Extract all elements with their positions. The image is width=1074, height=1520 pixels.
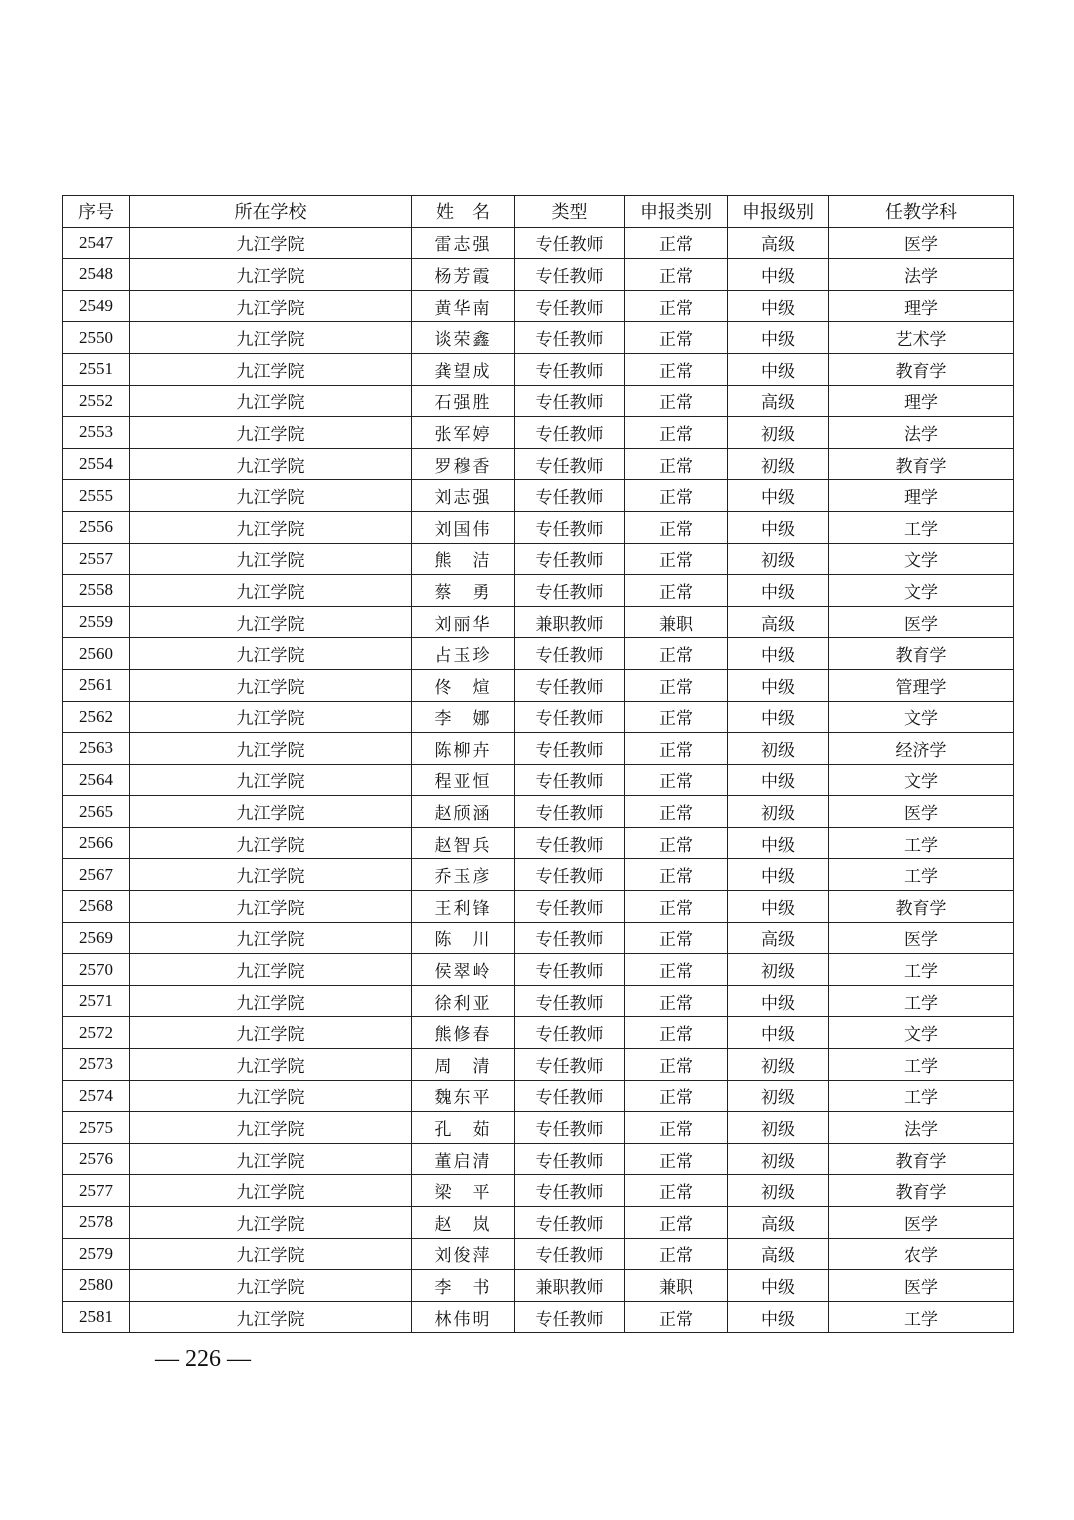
category-cell: 正常 — [625, 638, 728, 670]
name-cell: 刘丽华 — [412, 606, 515, 638]
name-cell: 熊 洁 — [412, 543, 515, 575]
table-row — [63, 638, 1014, 670]
school-cell: 九江学院 — [130, 985, 412, 1017]
table-row — [63, 448, 1014, 480]
table-row — [63, 1175, 1014, 1207]
serial-number-cell: 2564 — [63, 764, 130, 796]
name-cell: 林伟明 — [412, 1301, 515, 1333]
serial-number-cell: 2573 — [63, 1049, 130, 1081]
roster-body — [63, 227, 1014, 1333]
name-cell: 杨芳霞 — [412, 259, 515, 291]
serial-number-cell: 2577 — [63, 1175, 130, 1207]
serial-number-cell: 2570 — [63, 954, 130, 986]
table-row — [63, 1270, 1014, 1302]
type-cell: 专任教师 — [515, 543, 625, 575]
level-cell: 中级 — [728, 480, 829, 512]
subject-cell: 医学 — [829, 606, 1014, 638]
school-cell: 九江学院 — [130, 669, 412, 701]
table-row — [63, 922, 1014, 954]
name-cell: 龚望成 — [412, 353, 515, 385]
subject-cell: 工学 — [829, 511, 1014, 543]
subject-cell: 工学 — [829, 985, 1014, 1017]
serial-number-cell: 2558 — [63, 575, 130, 607]
school-cell: 九江学院 — [130, 1112, 412, 1144]
name-cell: 赵智兵 — [412, 827, 515, 859]
level-cell: 初级 — [728, 733, 829, 765]
type-cell: 专任教师 — [515, 227, 625, 259]
serial-number-cell: 2550 — [63, 322, 130, 354]
category-cell: 正常 — [625, 353, 728, 385]
header-school: 所在学校 — [130, 196, 412, 228]
subject-cell: 理学 — [829, 290, 1014, 322]
school-cell: 九江学院 — [130, 1175, 412, 1207]
subject-cell: 农学 — [829, 1238, 1014, 1270]
subject-cell: 文学 — [829, 543, 1014, 575]
serial-number-cell: 2563 — [63, 733, 130, 765]
type-cell: 兼职教师 — [515, 606, 625, 638]
name-cell: 陈 川 — [412, 922, 515, 954]
subject-cell: 医学 — [829, 1270, 1014, 1302]
table-row — [63, 606, 1014, 638]
table-row — [63, 1080, 1014, 1112]
table-row — [63, 701, 1014, 733]
serial-number-cell: 2549 — [63, 290, 130, 322]
name-cell: 王利锋 — [412, 891, 515, 923]
category-cell: 正常 — [625, 290, 728, 322]
name-cell: 熊修春 — [412, 1017, 515, 1049]
serial-number-cell: 2554 — [63, 448, 130, 480]
serial-number-cell: 2551 — [63, 353, 130, 385]
school-cell: 九江学院 — [130, 511, 412, 543]
school-cell: 九江学院 — [130, 922, 412, 954]
subject-cell: 教育学 — [829, 1175, 1014, 1207]
header-application-level: 申报级别 — [728, 196, 829, 228]
serial-number-cell: 2560 — [63, 638, 130, 670]
school-cell: 九江学院 — [130, 796, 412, 828]
name-cell: 谈荣鑫 — [412, 322, 515, 354]
subject-cell: 工学 — [829, 1080, 1014, 1112]
category-cell: 正常 — [625, 417, 728, 449]
category-cell: 正常 — [625, 322, 728, 354]
type-cell: 专任教师 — [515, 259, 625, 291]
type-cell: 专任教师 — [515, 1207, 625, 1239]
category-cell: 正常 — [625, 1080, 728, 1112]
school-cell: 九江学院 — [130, 575, 412, 607]
type-cell: 专任教师 — [515, 480, 625, 512]
school-cell: 九江学院 — [130, 1017, 412, 1049]
level-cell: 中级 — [728, 259, 829, 291]
name-cell: 佟 煊 — [412, 669, 515, 701]
subject-cell: 理学 — [829, 480, 1014, 512]
subject-cell: 教育学 — [829, 638, 1014, 670]
category-cell: 正常 — [625, 1143, 728, 1175]
table-row — [63, 385, 1014, 417]
type-cell: 专任教师 — [515, 796, 625, 828]
header-application-category: 申报类别 — [625, 196, 728, 228]
level-cell: 初级 — [728, 1080, 829, 1112]
category-cell: 正常 — [625, 827, 728, 859]
category-cell: 正常 — [625, 985, 728, 1017]
category-cell: 正常 — [625, 511, 728, 543]
subject-cell: 法学 — [829, 417, 1014, 449]
school-cell: 九江学院 — [130, 290, 412, 322]
school-cell: 九江学院 — [130, 859, 412, 891]
table-row — [63, 954, 1014, 986]
school-cell: 九江学院 — [130, 1143, 412, 1175]
name-cell: 张军婷 — [412, 417, 515, 449]
serial-number-cell: 2579 — [63, 1238, 130, 1270]
category-cell: 正常 — [625, 385, 728, 417]
category-cell: 兼职 — [625, 1270, 728, 1302]
school-cell: 九江学院 — [130, 259, 412, 291]
level-cell: 中级 — [728, 859, 829, 891]
header-type: 类型 — [515, 196, 625, 228]
level-cell: 中级 — [728, 985, 829, 1017]
level-cell: 中级 — [728, 764, 829, 796]
type-cell: 专任教师 — [515, 638, 625, 670]
type-cell: 专任教师 — [515, 417, 625, 449]
name-cell: 李 书 — [412, 1270, 515, 1302]
subject-cell: 工学 — [829, 859, 1014, 891]
type-cell: 专任教师 — [515, 891, 625, 923]
serial-number-cell: 2572 — [63, 1017, 130, 1049]
serial-number-cell: 2553 — [63, 417, 130, 449]
subject-cell: 文学 — [829, 1017, 1014, 1049]
category-cell: 正常 — [625, 1175, 728, 1207]
serial-number-cell: 2561 — [63, 669, 130, 701]
school-cell: 九江学院 — [130, 385, 412, 417]
type-cell: 专任教师 — [515, 827, 625, 859]
subject-cell: 工学 — [829, 1049, 1014, 1081]
table-row — [63, 985, 1014, 1017]
category-cell: 正常 — [625, 227, 728, 259]
subject-cell: 工学 — [829, 954, 1014, 986]
level-cell: 中级 — [728, 891, 829, 923]
table-row — [63, 1207, 1014, 1239]
name-cell: 蔡 勇 — [412, 575, 515, 607]
page-number: — 226 — — [155, 1346, 251, 1372]
type-cell: 专任教师 — [515, 859, 625, 891]
school-cell: 九江学院 — [130, 1238, 412, 1270]
school-cell: 九江学院 — [130, 322, 412, 354]
category-cell: 正常 — [625, 1112, 728, 1144]
header-serial-number: 序号 — [63, 196, 130, 228]
subject-cell: 教育学 — [829, 353, 1014, 385]
table-row — [63, 290, 1014, 322]
category-cell: 正常 — [625, 859, 728, 891]
school-cell: 九江学院 — [130, 417, 412, 449]
table-row — [63, 480, 1014, 512]
subject-cell: 理学 — [829, 385, 1014, 417]
table-row — [63, 353, 1014, 385]
name-cell: 徐利亚 — [412, 985, 515, 1017]
serial-number-cell: 2557 — [63, 543, 130, 575]
type-cell: 专任教师 — [515, 733, 625, 765]
level-cell: 中级 — [728, 1301, 829, 1333]
subject-cell: 医学 — [829, 227, 1014, 259]
category-cell: 正常 — [625, 954, 728, 986]
category-cell: 正常 — [625, 733, 728, 765]
subject-cell: 工学 — [829, 827, 1014, 859]
level-cell: 中级 — [728, 1017, 829, 1049]
subject-cell: 管理学 — [829, 669, 1014, 701]
serial-number-cell: 2547 — [63, 227, 130, 259]
subject-cell: 文学 — [829, 701, 1014, 733]
level-cell: 高级 — [728, 922, 829, 954]
level-cell: 初级 — [728, 796, 829, 828]
name-cell: 程亚恒 — [412, 764, 515, 796]
type-cell: 专任教师 — [515, 922, 625, 954]
table-row — [63, 827, 1014, 859]
type-cell: 专任教师 — [515, 669, 625, 701]
school-cell: 九江学院 — [130, 480, 412, 512]
type-cell: 专任教师 — [515, 353, 625, 385]
subject-cell: 医学 — [829, 796, 1014, 828]
category-cell: 兼职 — [625, 606, 728, 638]
type-cell: 专任教师 — [515, 511, 625, 543]
subject-cell: 法学 — [829, 1112, 1014, 1144]
name-cell: 魏东平 — [412, 1080, 515, 1112]
level-cell: 初级 — [728, 417, 829, 449]
type-cell: 专任教师 — [515, 1143, 625, 1175]
table-row — [63, 322, 1014, 354]
serial-number-cell: 2562 — [63, 701, 130, 733]
school-cell: 九江学院 — [130, 353, 412, 385]
subject-cell: 教育学 — [829, 891, 1014, 923]
subject-cell: 文学 — [829, 575, 1014, 607]
table-row — [63, 575, 1014, 607]
serial-number-cell: 2556 — [63, 511, 130, 543]
table-row — [63, 1017, 1014, 1049]
school-cell: 九江学院 — [130, 1270, 412, 1302]
subject-cell: 工学 — [829, 1301, 1014, 1333]
type-cell: 专任教师 — [515, 1049, 625, 1081]
category-cell: 正常 — [625, 1301, 728, 1333]
serial-number-cell: 2568 — [63, 891, 130, 923]
category-cell: 正常 — [625, 1049, 728, 1081]
serial-number-cell: 2566 — [63, 827, 130, 859]
serial-number-cell: 2578 — [63, 1207, 130, 1239]
type-cell: 专任教师 — [515, 985, 625, 1017]
name-cell: 占玉珍 — [412, 638, 515, 670]
name-cell: 李 娜 — [412, 701, 515, 733]
header-teaching-subject: 任教学科 — [829, 196, 1014, 228]
type-cell: 专任教师 — [515, 1080, 625, 1112]
level-cell: 中级 — [728, 353, 829, 385]
school-cell: 九江学院 — [130, 1301, 412, 1333]
table-row — [63, 227, 1014, 259]
level-cell: 高级 — [728, 385, 829, 417]
name-cell: 陈柳卉 — [412, 733, 515, 765]
type-cell: 兼职教师 — [515, 1270, 625, 1302]
table-row — [63, 733, 1014, 765]
school-cell: 九江学院 — [130, 638, 412, 670]
type-cell: 专任教师 — [515, 764, 625, 796]
name-cell: 梁 平 — [412, 1175, 515, 1207]
type-cell: 专任教师 — [515, 322, 625, 354]
table-row — [63, 1238, 1014, 1270]
table-row — [63, 1112, 1014, 1144]
serial-number-cell: 2576 — [63, 1143, 130, 1175]
category-cell: 正常 — [625, 480, 728, 512]
school-cell: 九江学院 — [130, 543, 412, 575]
subject-cell: 法学 — [829, 259, 1014, 291]
serial-number-cell: 2559 — [63, 606, 130, 638]
type-cell: 专任教师 — [515, 1112, 625, 1144]
type-cell: 专任教师 — [515, 701, 625, 733]
header-name: 姓 名 — [412, 196, 515, 228]
school-cell: 九江学院 — [130, 827, 412, 859]
school-cell: 九江学院 — [130, 954, 412, 986]
table-row — [63, 796, 1014, 828]
type-cell: 专任教师 — [515, 1175, 625, 1207]
level-cell: 中级 — [728, 322, 829, 354]
category-cell: 正常 — [625, 1017, 728, 1049]
table-row — [63, 259, 1014, 291]
name-cell: 雷志强 — [412, 227, 515, 259]
table-row — [63, 764, 1014, 796]
level-cell: 高级 — [728, 606, 829, 638]
school-cell: 九江学院 — [130, 733, 412, 765]
subject-cell: 医学 — [829, 922, 1014, 954]
category-cell: 正常 — [625, 796, 728, 828]
name-cell: 黄华南 — [412, 290, 515, 322]
school-cell: 九江学院 — [130, 701, 412, 733]
level-cell: 初级 — [728, 1175, 829, 1207]
level-cell: 中级 — [728, 827, 829, 859]
type-cell: 专任教师 — [515, 575, 625, 607]
level-cell: 高级 — [728, 1238, 829, 1270]
table-row — [63, 891, 1014, 923]
level-cell: 初级 — [728, 543, 829, 575]
level-cell: 高级 — [728, 1207, 829, 1239]
serial-number-cell: 2581 — [63, 1301, 130, 1333]
type-cell: 专任教师 — [515, 448, 625, 480]
level-cell: 中级 — [728, 701, 829, 733]
table-row — [63, 543, 1014, 575]
subject-cell: 文学 — [829, 764, 1014, 796]
category-cell: 正常 — [625, 764, 728, 796]
name-cell: 赵 岚 — [412, 1207, 515, 1239]
serial-number-cell: 2574 — [63, 1080, 130, 1112]
serial-number-cell: 2575 — [63, 1112, 130, 1144]
level-cell: 初级 — [728, 954, 829, 986]
category-cell: 正常 — [625, 575, 728, 607]
table-row — [63, 669, 1014, 701]
serial-number-cell: 2548 — [63, 259, 130, 291]
subject-cell: 艺术学 — [829, 322, 1014, 354]
level-cell: 中级 — [728, 638, 829, 670]
name-cell: 罗穆香 — [412, 448, 515, 480]
category-cell: 正常 — [625, 259, 728, 291]
type-cell: 专任教师 — [515, 1238, 625, 1270]
table-row — [63, 1049, 1014, 1081]
table-row — [63, 1301, 1014, 1333]
category-cell: 正常 — [625, 1207, 728, 1239]
type-cell: 专任教师 — [515, 290, 625, 322]
serial-number-cell: 2567 — [63, 859, 130, 891]
serial-number-cell: 2571 — [63, 985, 130, 1017]
type-cell: 专任教师 — [515, 1017, 625, 1049]
header-row — [63, 196, 1014, 228]
school-cell: 九江学院 — [130, 764, 412, 796]
roster-table — [62, 195, 1014, 1333]
school-cell: 九江学院 — [130, 448, 412, 480]
name-cell: 孔 茹 — [412, 1112, 515, 1144]
serial-number-cell: 2565 — [63, 796, 130, 828]
school-cell: 九江学院 — [130, 1207, 412, 1239]
serial-number-cell: 2580 — [63, 1270, 130, 1302]
level-cell: 中级 — [728, 511, 829, 543]
level-cell: 中级 — [728, 290, 829, 322]
name-cell: 乔玉彦 — [412, 859, 515, 891]
table-row — [63, 1143, 1014, 1175]
serial-number-cell: 2555 — [63, 480, 130, 512]
level-cell: 中级 — [728, 575, 829, 607]
level-cell: 中级 — [728, 1270, 829, 1302]
subject-cell: 医学 — [829, 1207, 1014, 1239]
name-cell: 刘国伟 — [412, 511, 515, 543]
name-cell: 赵颀涵 — [412, 796, 515, 828]
level-cell: 高级 — [728, 227, 829, 259]
category-cell: 正常 — [625, 669, 728, 701]
category-cell: 正常 — [625, 701, 728, 733]
level-cell: 初级 — [728, 1049, 829, 1081]
serial-number-cell: 2552 — [63, 385, 130, 417]
subject-cell: 经济学 — [829, 733, 1014, 765]
school-cell: 九江学院 — [130, 1080, 412, 1112]
school-cell: 九江学院 — [130, 1049, 412, 1081]
name-cell: 周 清 — [412, 1049, 515, 1081]
school-cell: 九江学院 — [130, 227, 412, 259]
category-cell: 正常 — [625, 543, 728, 575]
type-cell: 专任教师 — [515, 1301, 625, 1333]
name-cell: 董启清 — [412, 1143, 515, 1175]
school-cell: 九江学院 — [130, 891, 412, 923]
subject-cell: 教育学 — [829, 448, 1014, 480]
table-row — [63, 511, 1014, 543]
category-cell: 正常 — [625, 448, 728, 480]
level-cell: 初级 — [728, 1112, 829, 1144]
category-cell: 正常 — [625, 891, 728, 923]
serial-number-cell: 2569 — [63, 922, 130, 954]
type-cell: 专任教师 — [515, 385, 625, 417]
table-row — [63, 417, 1014, 449]
subject-cell: 教育学 — [829, 1143, 1014, 1175]
level-cell: 初级 — [728, 1143, 829, 1175]
category-cell: 正常 — [625, 1238, 728, 1270]
type-cell: 专任教师 — [515, 954, 625, 986]
level-cell: 中级 — [728, 669, 829, 701]
name-cell: 刘俊萍 — [412, 1238, 515, 1270]
name-cell: 刘志强 — [412, 480, 515, 512]
category-cell: 正常 — [625, 922, 728, 954]
name-cell: 侯翠岭 — [412, 954, 515, 986]
level-cell: 初级 — [728, 448, 829, 480]
name-cell: 石强胜 — [412, 385, 515, 417]
school-cell: 九江学院 — [130, 606, 412, 638]
table-row — [63, 859, 1014, 891]
